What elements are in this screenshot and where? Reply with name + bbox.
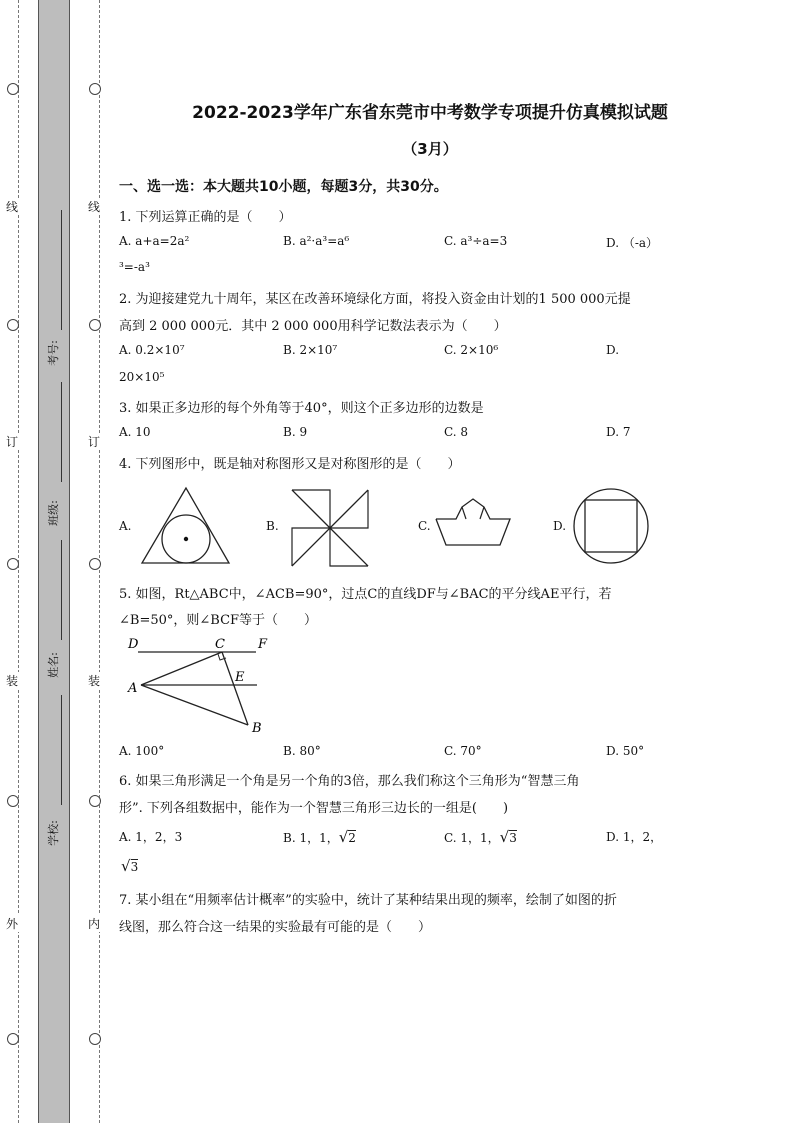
gutter-char-inner: 装 [87, 674, 100, 688]
option-c-text: C. 1，1， [444, 831, 500, 845]
figure-a-triangle-incircle [138, 485, 234, 567]
question-1-option-c[interactable]: C. a³÷a=3 [444, 234, 508, 248]
radicand: 3 [130, 860, 139, 874]
question-2-option-b[interactable]: B. 2×10⁷ [283, 343, 338, 357]
question-7-stem-cont: 线图，那么符合这一结果的实验最有可能的是（ ） [119, 920, 432, 935]
question-5-stem-cont: ∠B=50°，则∠BCF等于（ ） [119, 613, 318, 628]
exam-title: 2022-2023学年广东省东莞市中考数学专项提升仿真模拟试题 [192, 103, 668, 123]
question-2-option-c[interactable]: C. 2×10⁶ [444, 343, 499, 357]
question-6-option-b[interactable] [283, 828, 356, 846]
gutter-char-outer: 外 [5, 917, 18, 931]
question-5-option-b[interactable]: B. 80° [283, 744, 321, 758]
binding-strip [38, 0, 70, 1123]
radicand: 2 [348, 831, 356, 845]
question-3-option-c[interactable]: C. 8 [444, 425, 469, 439]
question-5-geometry-figure [124, 632, 276, 738]
question-1-option-b[interactable]: B. a²·a³=a⁶ [283, 234, 350, 248]
gutter-char-outer: 线 [5, 200, 18, 214]
point-label-a: A [128, 681, 138, 696]
question-5-option-d[interactable]: D. 50° [606, 744, 645, 758]
point-label-c: C [215, 637, 225, 652]
question-5-stem: 5. 如图，Rt△ABC中，∠ACB=90°，过点C的直线DF与∠BAC的平分线AE平行，若 [119, 587, 612, 602]
option-b-text: B. 1，1， [283, 831, 339, 845]
question-5-option-c[interactable]: C. 70° [444, 744, 482, 758]
question-2-option-d-cont: 20×10⁵ [119, 370, 165, 384]
binding-hole [89, 795, 101, 807]
binding-hole [7, 83, 19, 95]
question-7-stem: 7. 某小组在“用频率估计概率”的实验中，统计了某种结果出现的频率，绘制了如图的折 [119, 893, 617, 908]
gutter-char-inner: 线 [87, 200, 100, 214]
sqrt-symbol: √ [121, 857, 131, 875]
school-label: 学校: [46, 820, 60, 846]
name-field[interactable] [61, 540, 62, 640]
figure-d-circle-square [571, 486, 651, 566]
question-6-stem-cont: 形”. 下列各组数据中，能作为一个智慧三角形三边长的一组是( ) [119, 801, 509, 816]
sqrt-symbol: √ [338, 828, 349, 846]
gutter-char-inner: 内 [87, 917, 100, 931]
radicand: 3 [509, 831, 517, 845]
question-3-option-a[interactable]: A. 10 [119, 425, 151, 439]
figure-b-pinwheel [290, 488, 370, 568]
question-4-stem: 4. 下列图形中，既是轴对称图形又是对称图形的是（ ） [119, 457, 461, 472]
question-1-stem: 1. 下列运算正确的是（ ） [119, 210, 292, 225]
question-2-option-a[interactable]: A. 0.2×10⁷ [119, 343, 185, 357]
question-1-option-d-cont: ³=-a³ [119, 260, 150, 274]
question-4-label-b[interactable]: B. [266, 519, 279, 533]
question-6-stem: 6. 如果三角形满足一个角是另一个角的3倍，那么我们称这个三角形为“智慧三角 [119, 774, 580, 789]
question-6-option-d[interactable]: D. 1，2， [606, 830, 663, 844]
id-label: 考号: [46, 340, 60, 366]
id-field[interactable] [61, 210, 62, 330]
exam-subtitle: （3月） [402, 140, 458, 158]
school-field[interactable] [61, 695, 62, 805]
binding-hole [89, 83, 101, 95]
gutter-char-outer: 订 [5, 435, 18, 449]
binding-hole [89, 1033, 101, 1045]
question-2-option-d[interactable]: D. [606, 343, 620, 357]
question-4-label-d[interactable]: D. [553, 519, 567, 533]
question-3-option-d[interactable]: D. 7 [606, 425, 631, 439]
binding-hole [7, 319, 19, 331]
question-6-option-c[interactable] [444, 828, 517, 846]
point-label-b: B [252, 721, 262, 736]
binding-hole [7, 1033, 19, 1045]
question-6-option-a[interactable]: A. 1，2，3 [119, 830, 183, 844]
question-1-option-a[interactable]: A. a+a=2a² [119, 234, 190, 248]
question-4-label-c[interactable]: C. [418, 519, 431, 533]
gutter-char-outer: 装 [5, 674, 18, 688]
question-5-option-a[interactable]: A. 100° [119, 744, 165, 758]
class-label: 班级: [46, 500, 60, 526]
point-label-f: F [258, 637, 268, 652]
question-2-stem-cont: 高到 2 000 000元．其中 2 000 000用科学记数法表示为（ ） [119, 319, 507, 334]
point-label-e: E [235, 670, 245, 685]
binding-hole [7, 558, 19, 570]
binding-hole [89, 558, 101, 570]
gutter-char-inner: 订 [87, 435, 100, 449]
sqrt-symbol: √ [499, 828, 510, 846]
figure-c-boat [434, 497, 512, 549]
question-1-option-d[interactable]: D. （-a） [606, 236, 659, 250]
point-label-d: D [128, 637, 139, 652]
class-field[interactable] [61, 382, 62, 482]
question-4-label-a[interactable]: A. [119, 519, 132, 533]
binding-hole [7, 795, 19, 807]
name-label: 姓名: [46, 652, 60, 678]
question-6-option-d-cont [121, 857, 138, 875]
question-2-stem: 2. 为迎接建党九十周年，某区在改善环境绿化方面，将投入资金由计划的1 500 000元提 [119, 292, 631, 307]
section-heading: 一、选一选：本大题共10小题，每题3分，共30分。 [119, 179, 448, 195]
question-3-stem: 3. 如果正多边形的每个外角等于40°，则这个正多边形的边数是 [119, 401, 484, 416]
question-3-option-b[interactable]: B. 9 [283, 425, 308, 439]
binding-hole [89, 319, 101, 331]
